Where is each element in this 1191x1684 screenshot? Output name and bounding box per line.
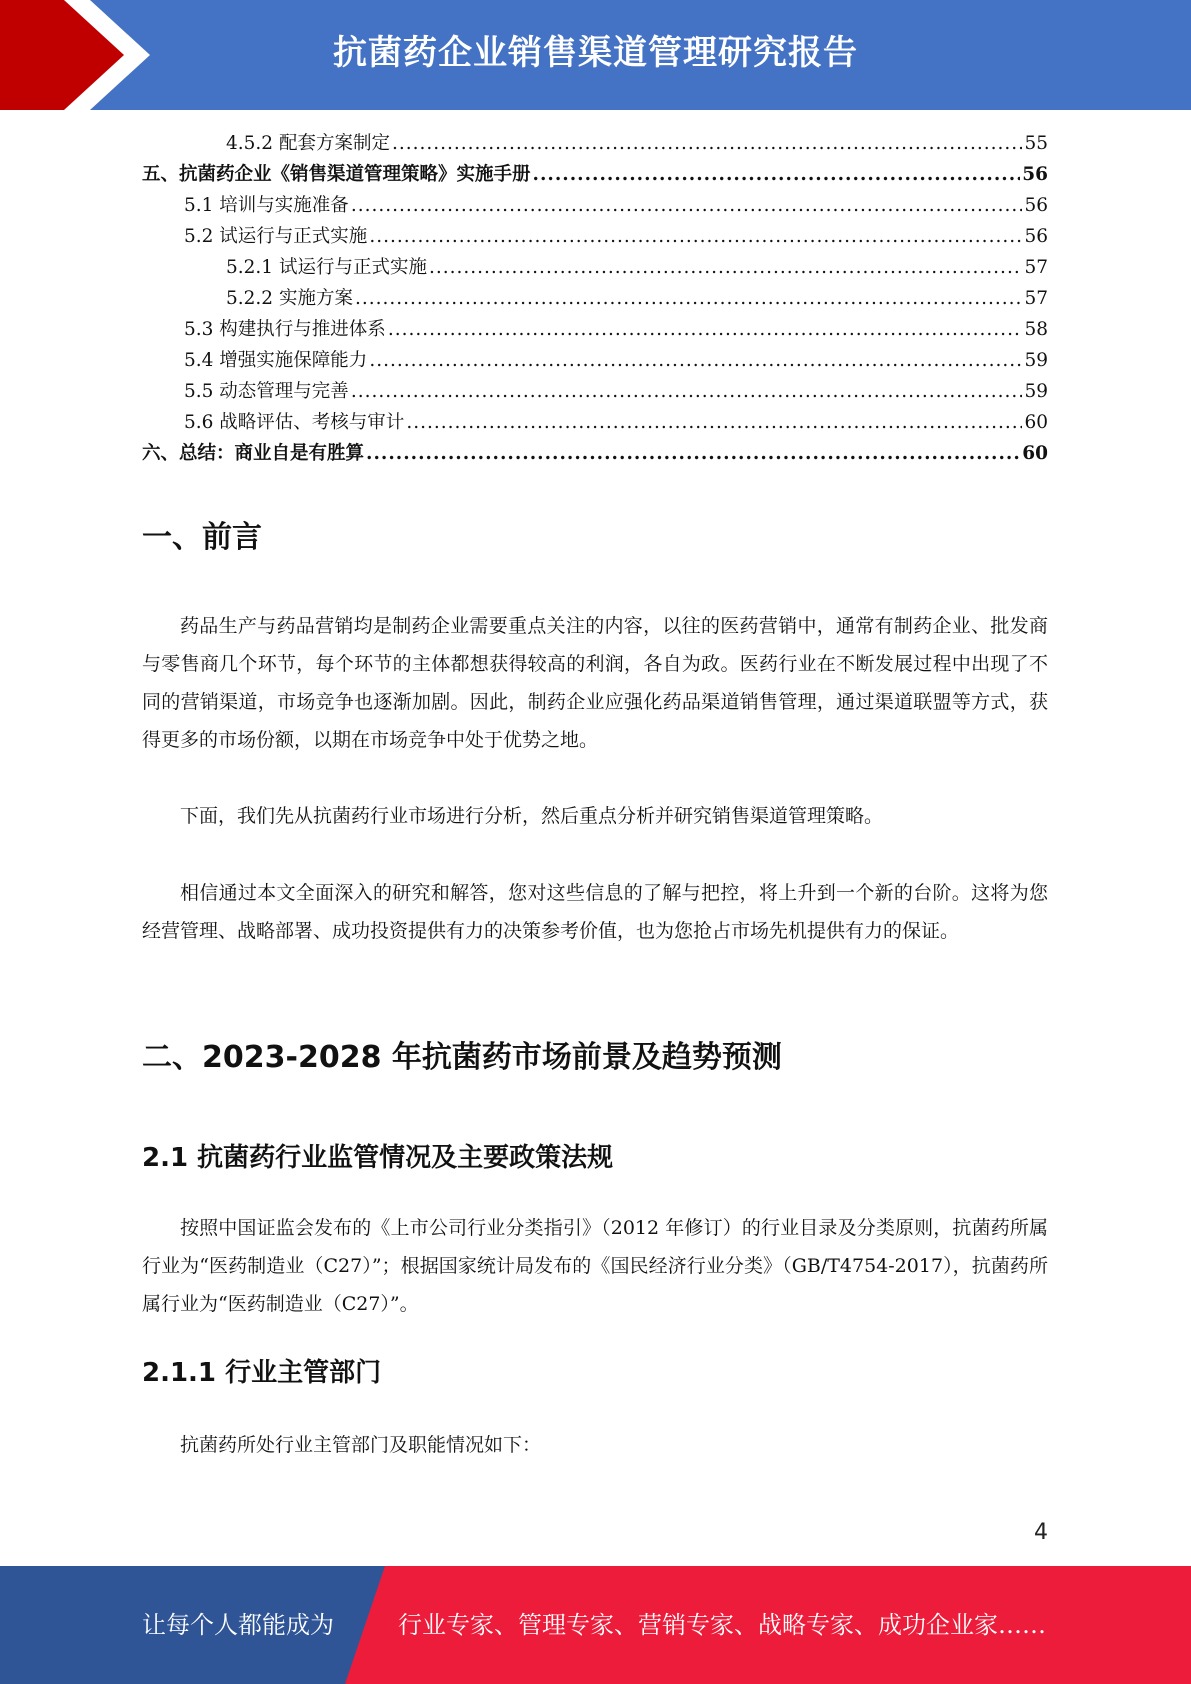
toc-leader-dots	[355, 283, 1023, 314]
toc-entry[interactable]	[142, 407, 1048, 438]
toc-entry-page: 59	[1024, 350, 1048, 371]
toc-leader-dots	[388, 314, 1023, 345]
toc-entry-text: 5.5 动态管理与完善	[184, 381, 349, 402]
toc-leader-dots	[406, 407, 1022, 438]
section-heading-forecast: 二、2023-2028 年抗菌药市场前景及趋势预测	[142, 1040, 782, 1075]
toc-entry-text: 5.4 增强实施保障能力	[184, 350, 368, 371]
toc-entry-text: 4.5.2 配套方案制定	[226, 133, 390, 154]
document-title: 抗菌药企业销售渠道管理研究报告	[333, 33, 858, 73]
toc-entry[interactable]	[142, 190, 1048, 221]
toc-entry[interactable]	[142, 314, 1048, 345]
toc-leader-dots	[392, 128, 1022, 159]
subsection-heading-authority: 2.1.1 行业主管部门	[142, 1358, 382, 1388]
toc-leader-dots	[369, 345, 1022, 376]
toc-entry[interactable]	[142, 128, 1048, 159]
toc-entry[interactable]	[142, 438, 1048, 469]
toc-entry-page: 57	[1024, 257, 1048, 278]
toc-entry-page: 56	[1024, 226, 1048, 247]
toc-entry-text: 5.1 培训与实施准备	[184, 195, 349, 216]
toc-entry-text: 5.2 试运行与正式实施	[184, 226, 368, 247]
toc-entry-page: 56	[1024, 195, 1048, 216]
toc-leader-dots	[366, 438, 1020, 469]
toc-entry-text: 六、总结：商业自是有胜算	[142, 443, 365, 464]
toc-entry-page: 59	[1024, 381, 1048, 402]
body-paragraph: 抗菌药所处行业主管部门及职能情况如下：	[180, 1434, 542, 1456]
toc-leader-dots	[533, 159, 1021, 190]
toc-leader-dots	[351, 190, 1023, 221]
body-paragraph: 相信通过本文全面深入的研究和解答，您对这些信息的了解与把控，将上升到一个新的台阶。这将为您经营管理、战略部署、成功投资提供有力的决策参考价值，也为您抢占市场先机提供有力的保证。	[142, 882, 1048, 942]
body-paragraph: 按照中国证监会发布的《上市公司行业分类指引》（2012 年修订）的行业目录及分类原则，抗菌药所属行业为“医药制造业（C27）”；根据国家统计局发布的《国民经济行业分类》（GB/T4754-2017），抗菌药所属行业为“医药制造业（C27）”。	[142, 1217, 1048, 1315]
footer-slogan-right: 行业专家、管理专家、营销专家、战略专家、成功企业家……	[398, 1611, 1046, 1639]
toc-entry-page: 58	[1024, 319, 1048, 340]
toc-entry-text: 5.2.1 试运行与正式实施	[226, 257, 427, 278]
toc-entry[interactable]	[142, 252, 1048, 283]
body-paragraph: 药品生产与药品营销均是制药企业需要重点关注的内容，以往的医药营销中，通常有制药企业、批发商与零售商几个环节，每个环节的主体都想获得较高的利润，各自为政。医药行业在不断发展过程中出现了不同的营销渠道，市场竞争也逐渐加剧。因此，制药企业应强化药品渠道销售管理，通过渠道联盟等方式，获得更多的市场份额，以期在市场竞争中处于优势之地。	[142, 615, 1048, 751]
toc-entry-page: 57	[1024, 288, 1048, 309]
footer-slogan-left: 让每个人都能成为	[142, 1611, 334, 1639]
section-heading-preface: 一、前言	[142, 520, 262, 555]
toc-entry[interactable]	[142, 159, 1048, 190]
subsection-heading-regulation: 2.1 抗菌药行业监管情况及主要政策法规	[142, 1143, 614, 1173]
toc-entry[interactable]	[142, 345, 1048, 376]
page-header	[0, 0, 1191, 110]
toc-leader-dots	[429, 252, 1022, 283]
toc-entry-text: 五、抗菌药企业《销售渠道管理策略》实施手册	[142, 164, 531, 185]
toc-entry[interactable]	[142, 221, 1048, 252]
toc-entry[interactable]	[142, 376, 1048, 407]
toc-entry-page: 60	[1024, 412, 1048, 433]
toc-entry-text: 5.6 战略评估、考核与审计	[184, 412, 405, 433]
toc-entry[interactable]	[142, 283, 1048, 314]
toc-entry-page: 55	[1024, 133, 1048, 154]
page-number: 4	[1034, 1520, 1048, 1545]
toc-leader-dots	[369, 221, 1022, 252]
toc-leader-dots	[351, 376, 1023, 407]
table-of-contents	[142, 128, 1048, 469]
body-paragraph: 下面，我们先从抗菌药行业市场进行分析，然后重点分析并研究销售渠道管理策略。	[180, 805, 884, 827]
toc-entry-text: 5.2.2 实施方案	[226, 288, 353, 309]
page-footer	[0, 1566, 1191, 1684]
toc-entry-page: 60	[1022, 443, 1048, 464]
toc-entry-text: 5.3 构建执行与推进体系	[184, 319, 386, 340]
toc-entry-page: 56	[1022, 164, 1048, 185]
